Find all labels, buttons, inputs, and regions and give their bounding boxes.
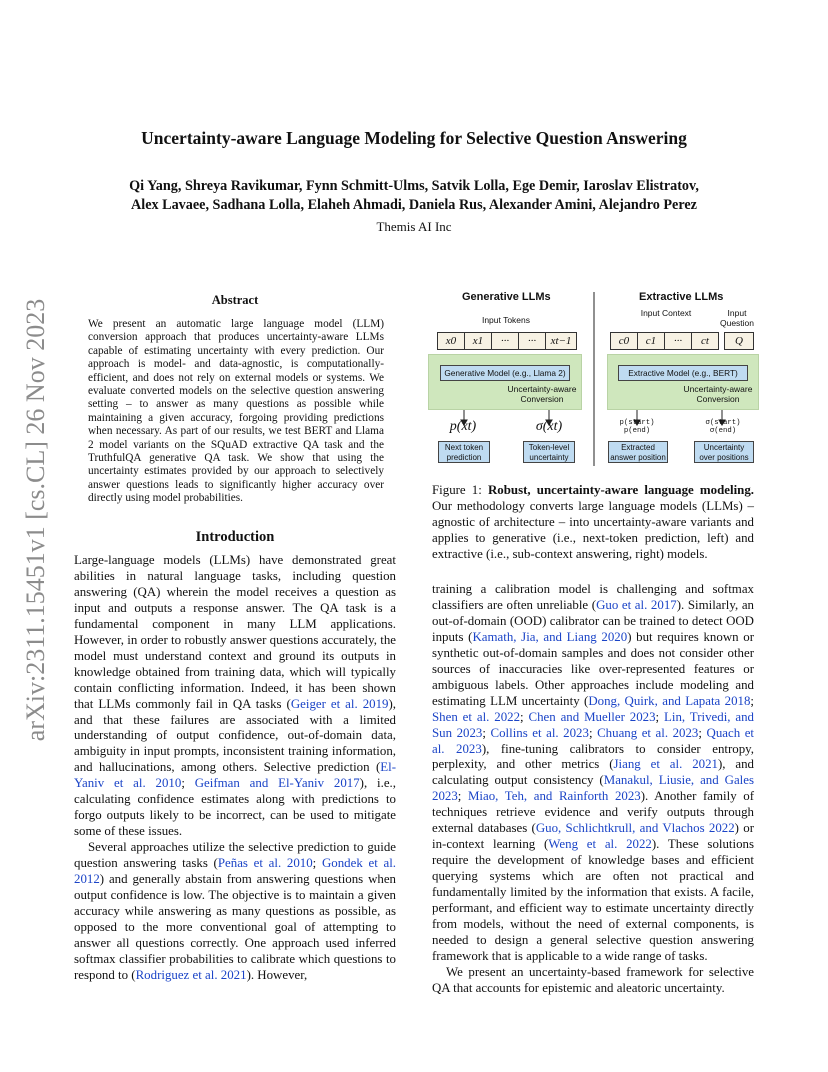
- token-xt-1: xt−1: [545, 332, 577, 350]
- citation-link[interactable]: Guo, Schlichtkrull, and Vlachos 2022: [535, 821, 735, 836]
- token-ellipsis: ···: [491, 332, 519, 350]
- citation-link[interactable]: Geifman and El-Yaniv 2017: [194, 776, 360, 791]
- token-question: Q: [724, 332, 754, 350]
- citation-link[interactable]: Manakul, Liusie, and Gales 2023: [432, 773, 754, 804]
- extracted-answer-box: Extracted answer position: [608, 441, 668, 463]
- citation-link[interactable]: Guo et al. 2017: [596, 597, 677, 612]
- authors-line-1: Qi Yang, Shreya Ravikumar, Fynn Schmitt-Ulms, Satvik Lolla, Ege Demir, Iaroslav Elistratov,: [129, 178, 699, 194]
- author-list: [70, 177, 758, 215]
- intro-paragraph-1: Large-language models (LLMs) have demonstrated great abilities in natural language tasks, including question answering (QA) wherein the model receives a question as input and outputs a response answer. The QA task is a fundamental component in many LLM applications. However, in order to robustly answer questions accurately, the model must understand context and ground its outputs in knowledge obtained from training data, which will typically contain conflicting information. Indeed, it has been shown that LLMs commonly fail in QA tasks (Geiger et al. 2019), and that these failures are associated with a limited understanding of output confidence, out-of-domain data, ambiguity in input prompts, inconsistent training information, and hallucinations, among others. Selective prediction (El-Yaniv et al. 2010; Geifman and El-Yaniv 2017), i.e., calculating confidence estimates along with predictions to forgo outputs likely to be incorrect, can be used to mitigate some of these issues.: [74, 553, 396, 839]
- citation-link[interactable]: Jiang et al. 2021: [613, 757, 718, 772]
- abstract-text: We present an automatic large language model (LLM) conversion approach that produces uncertainty-aware LLMs capable of estimating uncertainty with every prediction. Our approach is model- and data-agnostic, is computationally-efficient, and does not rely on external models or systems. We evaluate converted models on the selective question answering setting – to answer as many questions as possible while maintaining a given accuracy, forgoing providing predictions when necessary. As part of our results, we test BERT and Llama 2 model variants on the SQuAD extractive QA task and the TruthfulQA generative QA task. We show that using the uncertainty estimates provided by our approach to selectively answer questions leads to significantly higher accuracy over directly using model probabilities.: [88, 318, 384, 505]
- citation-link[interactable]: Lin, Trivedi, and Sun 2023: [432, 709, 754, 740]
- token-ellipsis: ···: [518, 332, 546, 350]
- input-question-label: Input Question: [719, 308, 755, 328]
- position-uncertainty-box: Uncertainty over positions: [694, 441, 754, 463]
- token-x0: x0: [437, 332, 465, 350]
- token-x1: x1: [464, 332, 492, 350]
- right-column-text: [432, 582, 754, 997]
- abstract-heading: Abstract: [211, 293, 259, 307]
- token-c1: c1: [637, 332, 665, 350]
- introduction-heading: Introduction: [195, 529, 275, 545]
- citation-link[interactable]: Gondek et al. 2012: [74, 856, 397, 887]
- extracted-position-math: p(start) p(end): [619, 419, 655, 435]
- right-paragraph-1: training a calibration model is challenging and softmax classifiers are often unreliable (Guo et al. 2017). Similarly, an out-of-domain (OOD) calibrator can be trained to detect OOD inputs (Kamath, Jia, and Liang 2020) but requires known or synthetic out-of-domain samples and does not consider other sources of inaccuracies like over-represented features or ambiguous labels. Other approaches include modeling and estimating LLM uncertainty (Dong, Quirk, and Lapata 2018; Shen et al. 2022; Chen and Mueller 2023; Lin, Trivedi, and Sun 2023; Collins et al. 2023; Chuang et al. 2023; Quach et al. 2023), fine-tuning calibrators to consider entropy, perplexity, and other metrics (Jiang et al. 2021), and calculating output consistency (Manakul, Liusie, and Gales 2023; Miao, Teh, and Rainforth 2023). Another family of techniques retrieve evidence and verify outputs through external databases (Guo, Schlichtkrull, and Vlachos 2022) or in-context learning (Weng et al. 2022). These solutions require the development of knowledge bases and efficient querying systems which are often not practical and fundamentally limited by the information that exists. A facile, performant, and efficient way to estimate uncertainty directly from models, without the need of external components, is needed to design a general selective question answering framework that is applicable to a wide range of tasks.: [432, 582, 755, 963]
- next-token-prob-math: p(xt): [449, 419, 477, 434]
- citation-link[interactable]: Shen et al. 2022: [432, 709, 521, 724]
- input-tokens-label: Input Tokens: [481, 315, 531, 325]
- arxiv-stamp: arXiv:2311.15451v1 [cs.CL] 26 Nov 2023: [21, 298, 50, 742]
- figure-caption: Figure 1: Robust, uncertainty-aware language modeling. Our methodology converts large language models (LLMs) – agnostic of architecture – into uncertainty-aware variants and applies to generative (i.e., next-token prediction, left) and extractive (i.e., sub-context answering, right) models.: [432, 483, 754, 561]
- citation-link[interactable]: Rodriguez et al. 2021: [135, 967, 247, 982]
- token-c0: c0: [610, 332, 638, 350]
- citation-link[interactable]: Chuang et al. 2023: [597, 725, 699, 740]
- generative-model-box: Generative Model (e.g., Llama 2): [440, 365, 570, 381]
- input-context-label: Input Context: [640, 308, 692, 318]
- generative-title: Generative LLMs: [462, 291, 551, 303]
- token-ellipsis: ···: [664, 332, 692, 350]
- affiliation: Themis AI Inc: [376, 219, 452, 234]
- citation-link[interactable]: Chen and Mueller 2023: [528, 709, 656, 724]
- token-uncertainty-math: σ(xt): [535, 419, 563, 434]
- citation-link[interactable]: Geiger et al. 2019: [290, 696, 389, 711]
- citation-link[interactable]: Miao, Teh, and Rainforth 2023: [467, 789, 641, 804]
- next-token-prediction-box: Next token prediction: [438, 441, 490, 463]
- extractive-title: Extractive LLMs: [639, 291, 724, 303]
- citation-link[interactable]: Weng et al. 2022: [548, 837, 652, 852]
- paper-title: Uncertainty-aware Language Modeling for Selective Question Answering: [141, 128, 687, 148]
- intro-paragraph-2: Several approaches utilize the selective prediction to guide question answering tasks (Peñas et al. 2010; Gondek et al. 2012) and generally abstain from answering questions when output confidence is low. The objective is to maintain a given accuracy while answering as many questions as possible, as opposed to the more conventional goal of attempting to answer all questions correctly. One approach used inferred softmax classifier probabilities to calibrate which questions to respond to (Rodriguez et al. 2021). However,: [74, 840, 397, 982]
- citation-link[interactable]: Peñas et al. 2010: [217, 856, 313, 871]
- citation-link[interactable]: El-Yaniv et al. 2010: [74, 760, 396, 791]
- authors-line-2: Alex Lavaee, Sadhana Lolla, Elaheh Ahmadi, Daniela Rus, Alexander Amini, Alejandro Perez: [131, 197, 697, 213]
- citation-link[interactable]: Collins et al. 2023: [490, 725, 589, 740]
- citation-link[interactable]: Dong, Quirk, and Lapata 2018: [588, 693, 751, 708]
- position-uncertainty-math: σ(start) σ(end): [705, 419, 741, 435]
- token-uncertainty-box: Token-level uncertainty: [523, 441, 575, 463]
- conversion-label: Uncertainty-aware Conversion: [507, 384, 577, 404]
- figure-1: [424, 288, 764, 468]
- right-paragraph-2: We present an uncertainty-based framework for selective QA that accounts for epistemic and aleatoric uncertainty.: [432, 964, 754, 995]
- token-ct: ct: [691, 332, 719, 350]
- extractive-model-box: Extractive Model (e.g., BERT): [618, 365, 748, 381]
- citation-link[interactable]: Kamath, Jia, and Liang 2020: [472, 629, 628, 644]
- conversion-label: Uncertainty-aware Conversion: [683, 384, 753, 404]
- left-column-text: [74, 553, 396, 984]
- citation-link[interactable]: Quach et al. 2023: [432, 725, 754, 756]
